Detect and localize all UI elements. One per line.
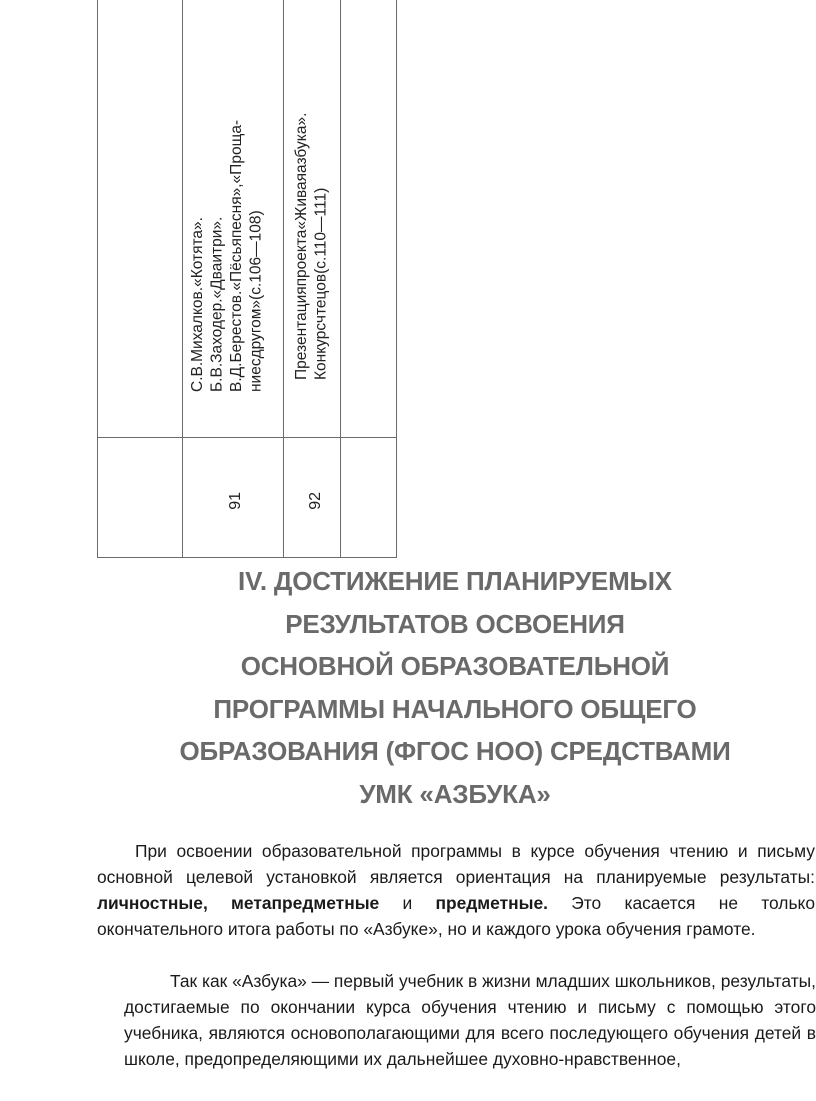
heading-line: ОБРАЗОВАНИЯ (ФГОС НОО) СРЕДСТВАМИ [179,736,731,766]
bold-term: предметные. [435,893,548,913]
rotated-table [0,0,398,560]
table-row-line: Презентацияпроекта«Живаяазбука». [293,112,310,380]
section-heading [150,560,760,815]
table-border-right [396,0,397,558]
paragraph-2: Так как «Азбука» — первый учебник в жизни младших школьников, результаты, достигаемые по окончании курса обучения чтению и письму с помощью этого учебника, являются основополагающими для всего последующего обучения детей в школе, предопределяющими их дальнейшее духовно-нравственное, [124,971,816,1069]
heading-line: ПРОГРАММЫ НАЧАЛЬНОГО ОБЩЕГО [213,693,697,724]
heading-line: IV. ДОСТИЖЕНИЕ ПЛАНИРУЕМЫХ [238,566,672,596]
table-border-row-divider [97,437,397,438]
table-row-line: ниесдругом»(с.106—108) [247,210,265,392]
table-row-content [188,58,266,392]
heading-line: РЕЗУЛЬТАТОВ ОСВОЕНИЯ [285,608,625,639]
table-row-line: Б.В.Заходер.«Дваитри». [208,216,226,392]
table-border-col1 [182,0,183,558]
table-border-col3 [340,0,341,558]
table-row-number: 91 [227,492,244,510]
heading-line: ОСНОВНОЙ ОБРАЗОВАТЕЛЬНОЙ [240,651,670,681]
table-row-content [292,58,331,380]
paragraph-text: При освоении образовательной программы в курсе обучения чтению и письму основной целевой установкой является ориентация на планируемые результаты: [97,841,815,887]
table-row-line: С.В.Михалков.«Котята». [189,217,206,392]
table-row-number: 92 [307,492,324,510]
table-row-line: Конкурсчтецов(с.110—111) [312,187,330,380]
table-border-bottom [97,557,397,558]
table-border-col2 [283,0,284,558]
paragraph-text: Это касается не только окончательного итога работы по «Азбуке», но и каждого урока обучения грамоте. [97,893,815,939]
paragraph-1 [97,838,815,942]
heading-line: УМК «АЗБУКА» [359,778,551,809]
bold-term: личностные, метапредметные [97,893,380,913]
table-row-line: В.Д.Берестов.«Пёсьяпесня»,«Проща- [228,119,245,392]
paragraph-text: и [379,893,436,913]
table-border-left [97,0,98,558]
